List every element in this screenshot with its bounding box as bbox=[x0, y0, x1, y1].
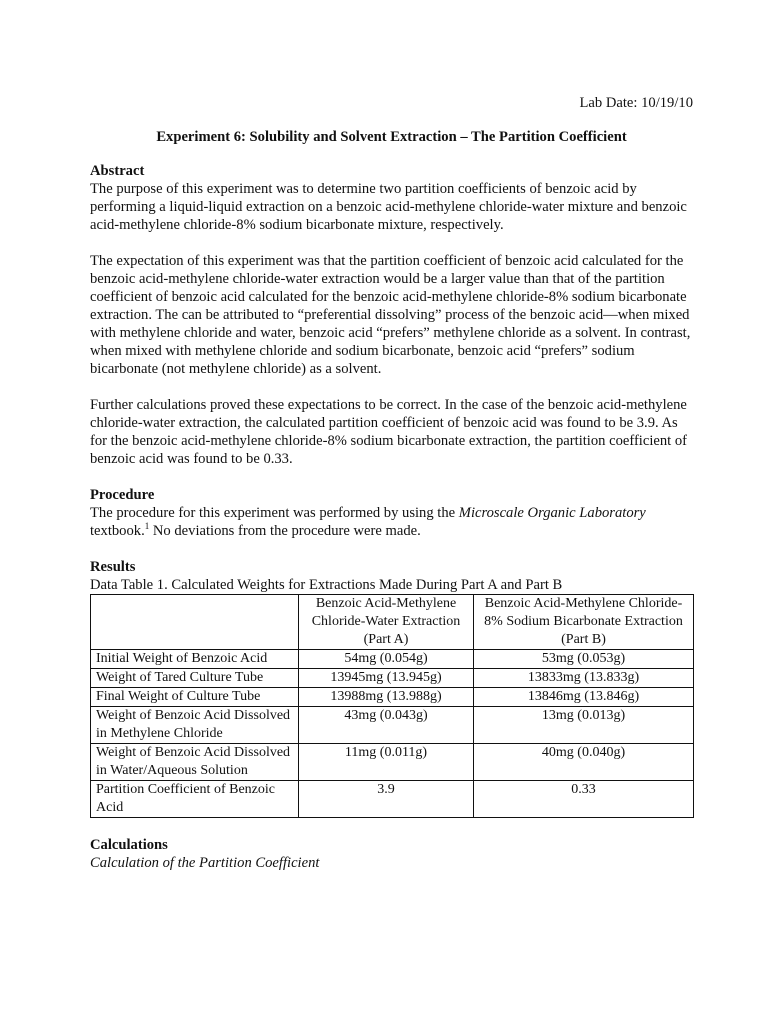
procedure-text-mid: textbook. bbox=[90, 523, 145, 539]
procedure-text-after: No deviations from the procedure were made. bbox=[149, 523, 421, 539]
table-cell: 13846mg (13.846g) bbox=[474, 688, 694, 707]
table-row-label: Weight of Tared Culture Tube bbox=[91, 669, 299, 688]
abstract-paragraph-2: The expectation of this experiment was that the partition coefficient of benzoic acid calculated for the benzoic acid-methylene chloride-water extraction would be a larger value than that of the partition coefficient of benzoic acid calculated for the benzoic acid-methylene chloride-8% sodium bicarbonate extraction. The can be attributed to “preferential dissolving” process of the benzoic acid—when mixed with methylene chloride and water, benzoic acid “prefers” methylene chloride as a solvent. In contrast, when mixed with methylene chloride and sodium bicarbonate, benzoic acid “prefers” sodium bicarbonate (not methylene chloride) as a solvent. bbox=[90, 253, 691, 377]
table-cell: 13988mg (13.988g) bbox=[299, 688, 474, 707]
document-title: Experiment 6: Solubility and Solvent Extraction – The Partition Coefficient bbox=[156, 129, 627, 145]
table-cell: 43mg (0.043g) bbox=[299, 707, 474, 744]
table-cell: 3.9 bbox=[299, 781, 474, 818]
table-cell: 54mg (0.054g) bbox=[299, 650, 474, 669]
table-caption: Data Table 1. Calculated Weights for Extractions Made During Part A and Part B bbox=[90, 577, 563, 593]
table-cell: 13833mg (13.833g) bbox=[474, 669, 694, 688]
table-row-label: Partition Coefficient of Benzoic Acid bbox=[91, 781, 299, 818]
table-cell: 13945mg (13.945g) bbox=[299, 669, 474, 688]
lab-date: Lab Date: 10/19/10 bbox=[579, 95, 693, 111]
table-row bbox=[91, 688, 694, 707]
table-row bbox=[91, 669, 694, 688]
results-heading: Results bbox=[90, 559, 136, 575]
table-row-label: Initial Weight of Benzoic Acid bbox=[91, 650, 299, 669]
table-row-label: Weight of Benzoic Acid Dissolved in Methylene Chloride bbox=[91, 707, 299, 744]
table-header-row bbox=[91, 595, 694, 650]
procedure-paragraph bbox=[90, 504, 693, 540]
table-row bbox=[91, 781, 694, 818]
footnote-marker: 1 bbox=[144, 521, 150, 532]
document-page bbox=[90, 94, 693, 872]
procedure-text-before: The procedure for this experiment was performed by using the bbox=[90, 505, 459, 521]
table-row bbox=[91, 744, 694, 781]
table-cell: 11mg (0.011g) bbox=[299, 744, 474, 781]
table-cell: 40mg (0.040g) bbox=[474, 744, 694, 781]
table-row-label: Weight of Benzoic Acid Dissolved in Water/Aqueous Solution bbox=[91, 744, 299, 781]
table-cell: 13mg (0.013g) bbox=[474, 707, 694, 744]
book-title: Microscale Organic Laboratory bbox=[458, 505, 646, 521]
calculations-heading: Calculations bbox=[90, 837, 168, 853]
abstract-paragraph-3: Further calculations proved these expectations to be correct. In the case of the benzoic acid-methylene chloride-water extraction, the calculated partition coefficient of benzoic acid was found to be 3.9. As for the benzoic acid-methylene chloride-8% sodium bicarbonate extraction, the partition coefficient of benzoic acid was found to be 0.33. bbox=[90, 397, 688, 467]
abstract-paragraph-1: The purpose of this experiment was to determine two partition coefficients of benzoic acid by performing a liquid-liquid extraction on a benzoic acid-methylene chloride-water mixture and benzoic acid-methylene chloride-8% sodium bicarbonate mixture, respectively. bbox=[90, 181, 687, 233]
table-cell: 53mg (0.053g) bbox=[474, 650, 694, 669]
table-row-label: Final Weight of Culture Tube bbox=[91, 688, 299, 707]
table-row bbox=[91, 707, 694, 744]
data-table bbox=[90, 594, 694, 818]
abstract-heading: Abstract bbox=[90, 163, 145, 179]
table-header-cell: Benzoic Acid-Methylene Chloride-Water Extraction (Part A) bbox=[299, 595, 474, 650]
table-row bbox=[91, 650, 694, 669]
procedure-heading: Procedure bbox=[90, 487, 155, 503]
table-cell: 0.33 bbox=[474, 781, 694, 818]
calculations-subheading: Calculation of the Partition Coefficient bbox=[90, 855, 320, 871]
table-header-cell bbox=[91, 595, 299, 650]
table-header-cell: Benzoic Acid-Methylene Chloride-8% Sodium Bicarbonate Extraction (Part B) bbox=[474, 595, 694, 650]
